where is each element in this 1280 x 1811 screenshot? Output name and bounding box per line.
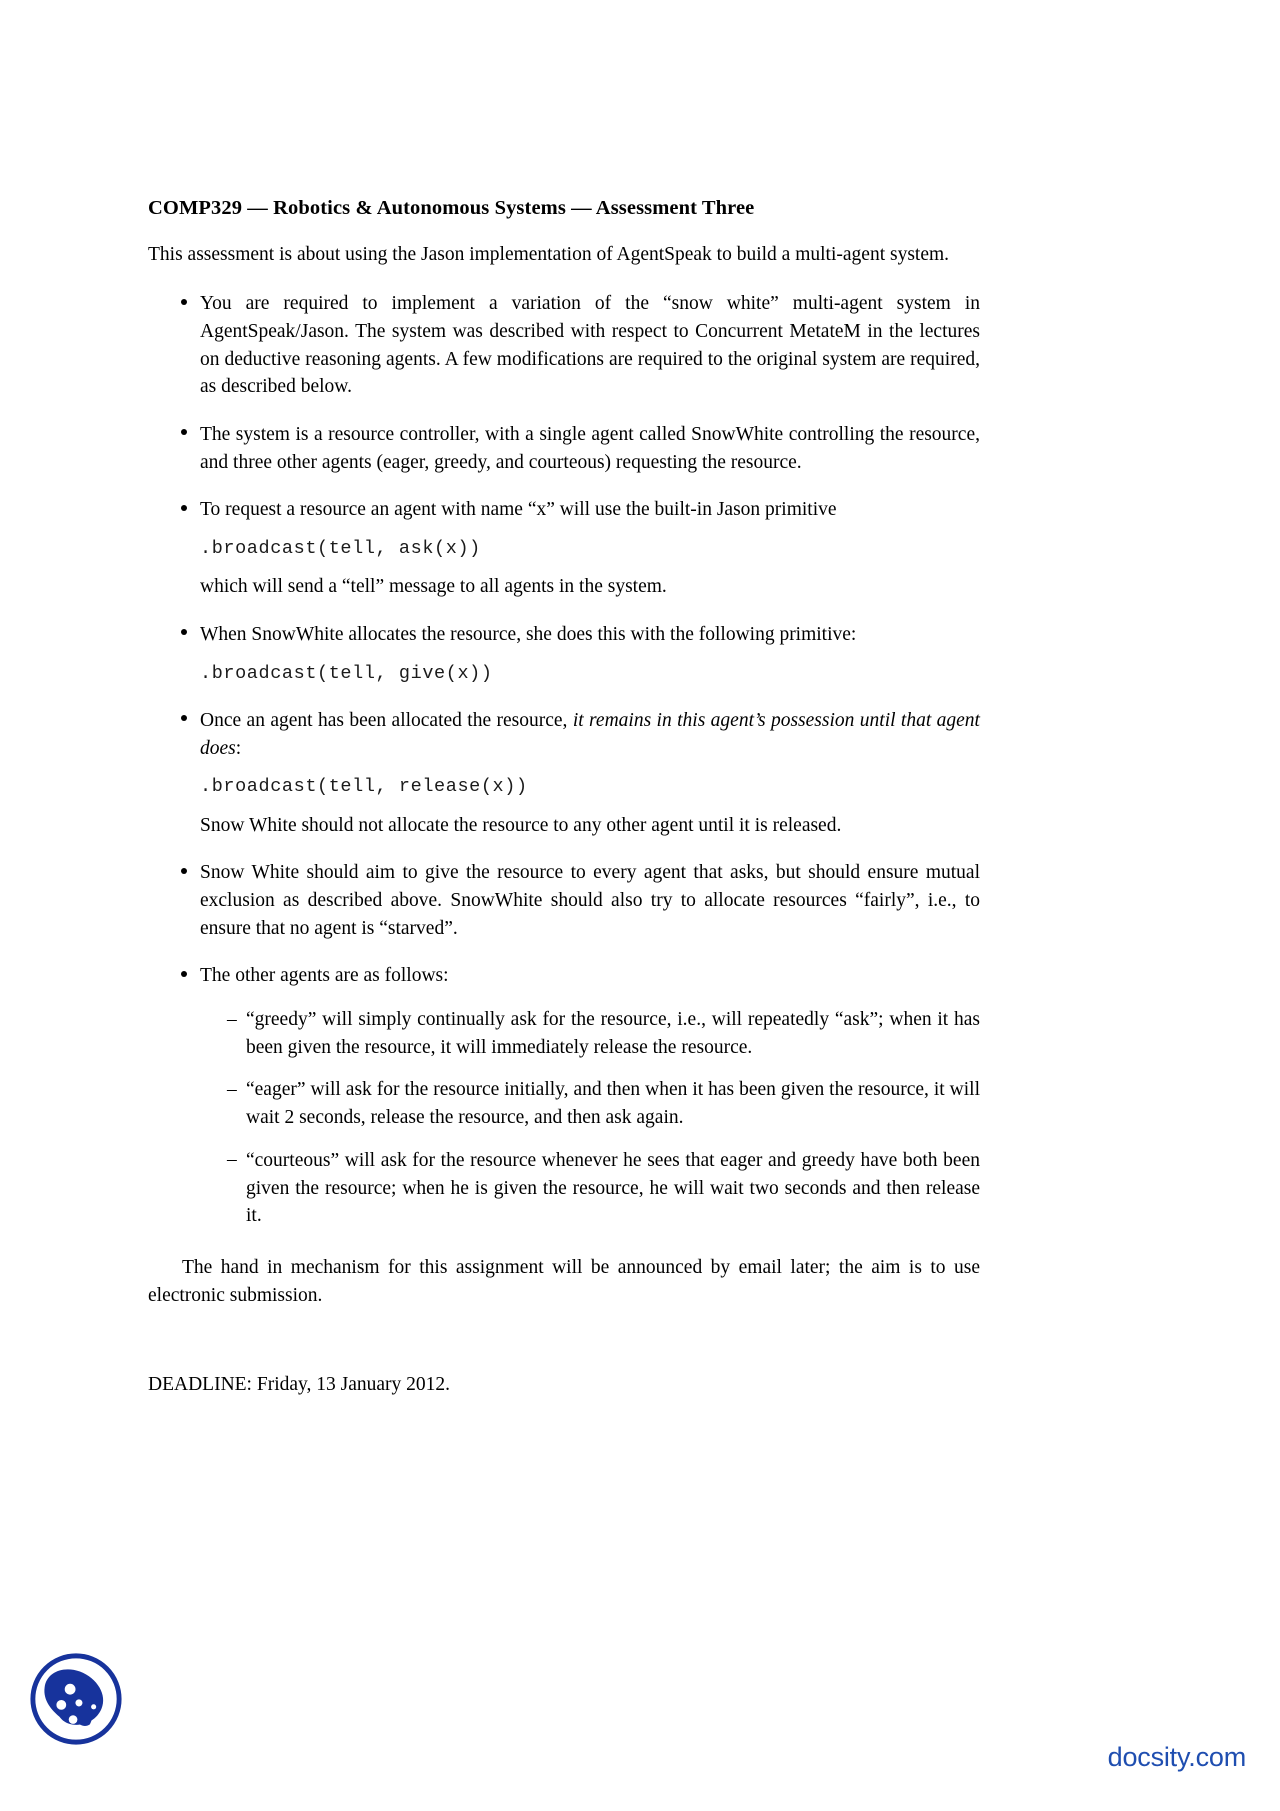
bullet-text: The other agents are as follows: bbox=[200, 965, 449, 987]
bullet-dot-icon bbox=[181, 299, 187, 305]
page-title: COMP329 — Robotics & Autonomous Systems — Assessment Three bbox=[148, 197, 755, 219]
intro-paragraph: This assessment is about using the Jason implementation of AgentSpeak to build a multi-agent system. bbox=[148, 243, 950, 265]
document-body bbox=[148, 196, 980, 1399]
sub-bullet-text: “courteous” will ask for the resource whenever he sees that eager and greedy have both been given the resource; when he is given the resource, he will wait two seconds and then release it. bbox=[246, 1149, 980, 1227]
deadline-text: DEADLINE: Friday, 13 January 2012. bbox=[148, 1374, 451, 1396]
bullet-text: You are required to implement a variation of the “snow white” multi-agent system in AgentSpeak/Jason. The system was described with respect to Concurrent MetateM in the lectures on deductive reasoning agents. A few modifications are required to the original system are required, as described below. bbox=[200, 293, 980, 398]
dash-marker-icon: – bbox=[227, 1149, 237, 1171]
list-item bbox=[148, 962, 980, 1230]
bullet-dot-icon bbox=[181, 629, 187, 635]
agents-sublist bbox=[200, 1006, 980, 1230]
docsity-brand-text[interactable]: docsity.com bbox=[1107, 1742, 1246, 1772]
requirements-list bbox=[148, 290, 980, 1230]
closing-paragraph: The hand in mechanism for this assignment will be announced by email later; the aim is to use electronic submission. bbox=[148, 1256, 980, 1306]
dash-marker-icon: – bbox=[227, 1079, 237, 1101]
bullet-text: The system is a resource controller, with a single agent called SnowWhite controlling the resource, and three other agents (eager, greedy, and courteous) requesting the resource. bbox=[200, 424, 980, 473]
list-item bbox=[148, 496, 980, 601]
list-item bbox=[148, 621, 980, 687]
list-item bbox=[148, 421, 980, 476]
code-snippet-ask: .broadcast(tell, ask(x)) bbox=[200, 538, 481, 560]
bullet-text-continued: which will send a “tell” message to all agents in the system. bbox=[200, 576, 667, 598]
sub-bullet-text: “greedy” will simply continually ask for the resource, i.e., will repeatedly “ask”; when it has been given the resource, it will immediately release the resource. bbox=[246, 1009, 980, 1058]
bullet-dot-icon bbox=[181, 429, 187, 435]
list-item bbox=[148, 859, 980, 942]
code-snippet-release: .broadcast(tell, release(x)) bbox=[200, 776, 528, 798]
list-item bbox=[148, 290, 980, 401]
list-item bbox=[148, 707, 980, 839]
bullet-text-lead: Once an agent has been allocated the resource, bbox=[200, 710, 573, 732]
bullet-dot-icon bbox=[181, 868, 187, 874]
bullet-text-tail: : bbox=[235, 737, 242, 759]
bullet-text-continued: Snow White should not allocate the resource to any other agent until it is released. bbox=[200, 814, 842, 836]
dash-marker-icon: – bbox=[227, 1008, 237, 1030]
bullet-text: To request a resource an agent with name “x” will use the built-in Jason primitive bbox=[200, 499, 837, 521]
bullet-dot-icon bbox=[181, 971, 187, 977]
bullet-text: Snow White should aim to give the resource to every agent that asks, but should ensure mutual exclusion as described above. SnowWhite should also try to allocate resources “fairly”, i.e., to ensure that no agent is “starved”. bbox=[200, 862, 980, 939]
sub-list-item bbox=[200, 1076, 980, 1131]
sub-bullet-text: “eager” will ask for the resource initially, and then when it has been given the resource, it will wait 2 seconds, release the resource, and then ask again. bbox=[246, 1079, 980, 1129]
code-snippet-give: .broadcast(tell, give(x)) bbox=[200, 662, 493, 684]
bullet-dot-icon bbox=[181, 505, 187, 511]
bullet-text-emphasis: it remains in this agent’s possession until that agent does bbox=[200, 710, 980, 759]
sub-list-item bbox=[200, 1147, 980, 1230]
bullet-dot-icon bbox=[181, 715, 187, 721]
bullet-text bbox=[200, 707, 980, 762]
bullet-text: When SnowWhite allocates the resource, she does this with the following primitive: bbox=[200, 624, 857, 646]
sub-list-item bbox=[200, 1006, 980, 1061]
docsity-cookie-logo-icon bbox=[27, 1650, 125, 1748]
